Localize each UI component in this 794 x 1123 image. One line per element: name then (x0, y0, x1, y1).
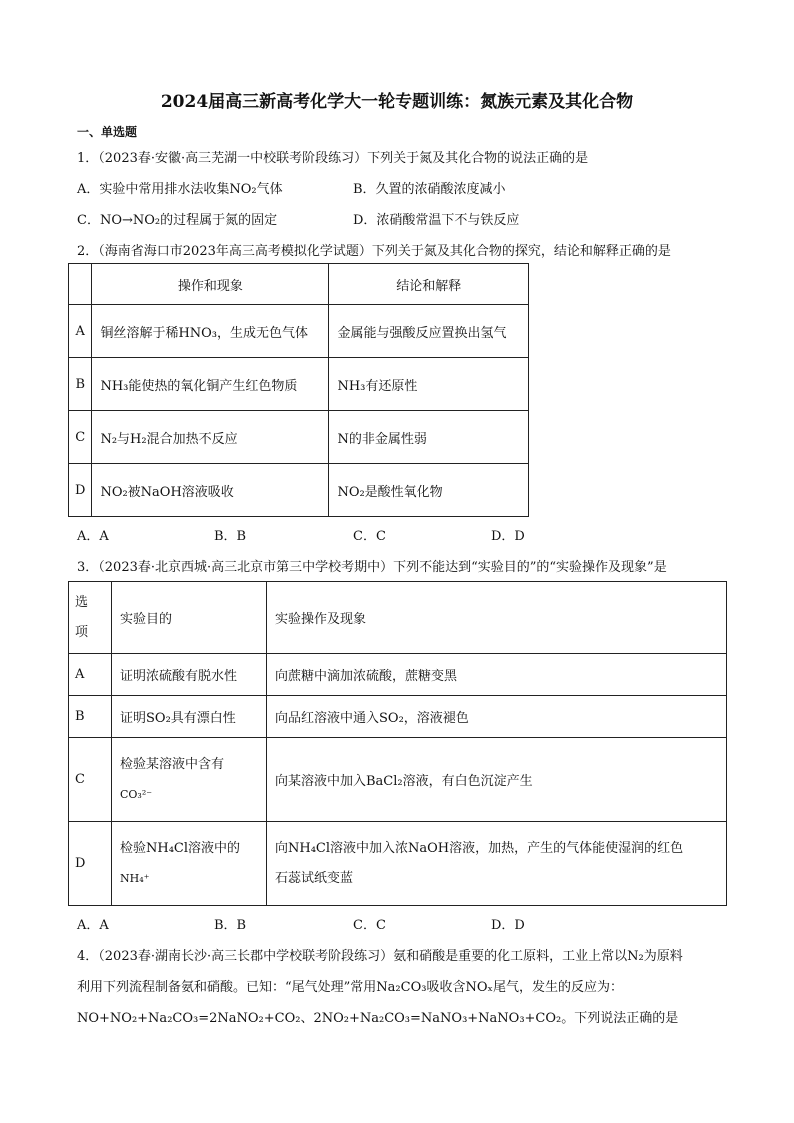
conclusion-cell: NH₃有还原性 (329, 358, 529, 411)
operation-cell (267, 822, 727, 906)
q2-option-b: B．B (214, 529, 247, 544)
operation-cell: 向某溶液中加入BaCl₂溶液，有白色沉淀产生 (267, 738, 727, 822)
q2-option-c: C．C (353, 529, 386, 544)
row-label: A (69, 654, 112, 696)
table-header-cell: 操作和现象 (92, 264, 329, 305)
section-heading: 一、单选题 (77, 125, 138, 139)
table-header-cell: 实验目的 (112, 582, 267, 654)
table-row (69, 822, 727, 906)
row-label: C (69, 738, 112, 822)
table-row (69, 654, 727, 696)
q4-line-2: 利用下列流程制备氨和硝酸。已知：“尾气处理”常用Na₂CO₃吸收含NOₓ尾气，发生的反应为： (77, 980, 623, 995)
q2-option-d: D．D (491, 529, 525, 544)
operation-cell: 铜丝溶解于稀HNO₃，生成无色气体 (92, 305, 329, 358)
q3-option-a: A．A (77, 918, 109, 933)
row-label: B (69, 696, 112, 738)
purpose-cell: 证明浓硫酸有脱水性 (112, 654, 267, 696)
table-header-cell: 实验操作及现象 (267, 582, 727, 654)
purpose-cell: 证明SO₂具有漂白性 (112, 696, 267, 738)
q1-option-a: A．实验中常用排水法收集NO₂气体 (77, 182, 283, 197)
purpose-line: CO₃²⁻ (120, 787, 153, 801)
table-row (69, 738, 727, 822)
q1-option-c: C．NO→NO₂的过程属于氮的固定 (77, 213, 278, 228)
row-label: B (69, 358, 92, 411)
q2-option-a: A．A (77, 529, 109, 544)
table-row (69, 464, 529, 517)
operation-line: 向NH₄Cl溶液中加入浓NaOH溶液，加热，产生的气体能使湿润的红色 (275, 840, 684, 856)
conclusion-cell: N的非金属性弱 (329, 411, 529, 464)
conclusion-cell: NO₂是酸性氧化物 (329, 464, 529, 517)
operation-cell: NO₂被NaOH溶液吸收 (92, 464, 329, 517)
q2-table (68, 263, 529, 517)
table-row (69, 358, 529, 411)
page-title: 2024届高三新高考化学大一轮专题训练：氮族元素及其化合物 (160, 92, 634, 112)
operation-cell: N₂与H₂混合加热不反应 (92, 411, 329, 464)
q1-option-b: B．久置的浓硝酸浓度减小 (353, 182, 506, 197)
header-text: 选项 (75, 594, 89, 640)
q3-option-c: C．C (353, 918, 386, 933)
q1-option-d: D．浓硝酸常温下不与铁反应 (353, 213, 520, 228)
q3-option-d: D．D (491, 918, 525, 933)
purpose-line: NH₄⁺ (120, 871, 150, 885)
table-header-cell: 结论和解释 (329, 264, 529, 305)
purpose-line: 检验NH₄Cl溶液中的 (120, 840, 241, 856)
q2-stem: 2．（海南省海口市2023年高三高考模拟化学试题）下列关于氮及其化合物的探究，结论和解释正确的是 (77, 244, 671, 259)
q3-option-b: B．B (214, 918, 247, 933)
row-label: A (69, 305, 92, 358)
table-header-cell (69, 264, 92, 305)
row-label: D (69, 464, 92, 517)
table-row (69, 305, 529, 358)
q3-stem: 3．（2023春·北京西城·高三北京市第三中学校考期中）下列不能达到“实验目的”的“实验操作及现象”是 (77, 560, 667, 575)
operation-line: 石蕊试纸变蓝 (275, 870, 354, 886)
q4-line-1: 4．（2023春·湖南长沙·高三长郡中学校联考阶段练习）氨和硝酸是重要的化工原料，工业上常以N₂为原料 (77, 949, 683, 964)
row-label: D (69, 822, 112, 906)
operation-cell: 向蔗糖中滴加浓硫酸，蔗糖变黑 (267, 654, 727, 696)
table-header-cell (69, 582, 112, 654)
conclusion-cell: 金属能与强酸反应置换出氢气 (329, 305, 529, 358)
purpose-cell (112, 822, 267, 906)
purpose-line: 检验某溶液中含有 (120, 756, 225, 772)
operation-cell: NH₃能使热的氧化铜产生红色物质 (92, 358, 329, 411)
table-header-row (69, 264, 529, 305)
q4-line-3: NO+NO₂+Na₂CO₃=2NaNO₂+CO₂、2NO₂+Na₂CO₃=NaNO₃+NaNO₃+CO₂。下列说法正确的是 (77, 1011, 679, 1026)
q3-table (68, 581, 727, 906)
table-header-row (69, 582, 727, 654)
operation-cell: 向品红溶液中通入SO₂，溶液褪色 (267, 696, 727, 738)
table-row (69, 411, 529, 464)
q1-stem: 1．（2023春·安徽·高三芜湖一中校联考阶段练习）下列关于氮及其化合物的说法正确的是 (77, 151, 589, 166)
row-label: C (69, 411, 92, 464)
table-row (69, 696, 727, 738)
purpose-cell (112, 738, 267, 822)
